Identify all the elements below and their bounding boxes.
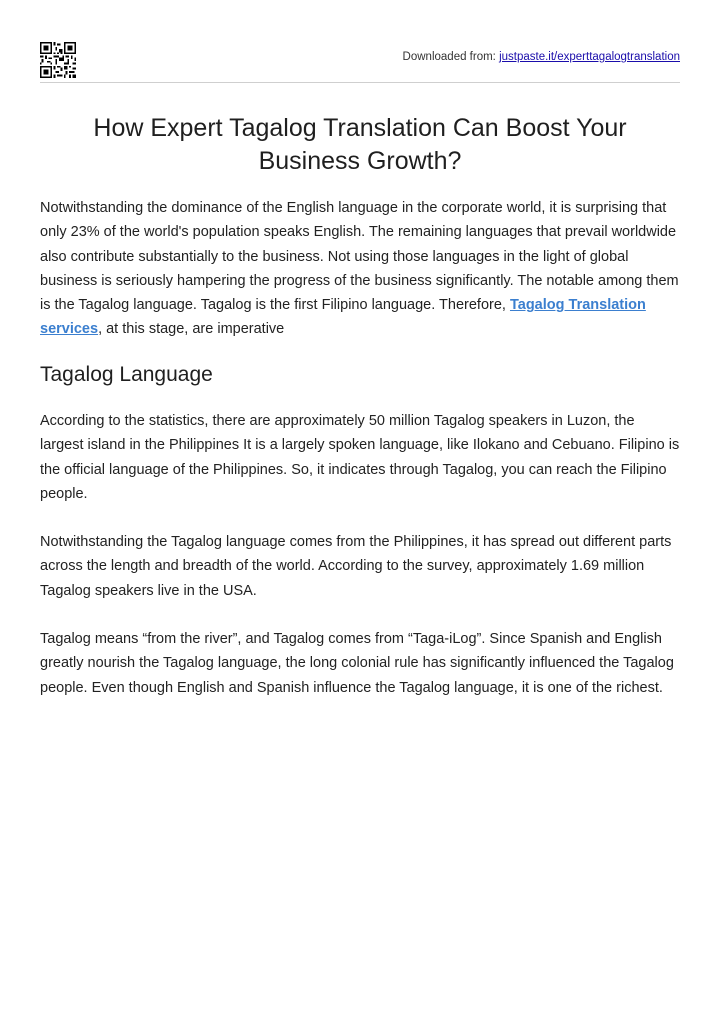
- download-source: [403, 51, 680, 63]
- statistics-paragraph: According to the statistics, there are approximately 50 million Tagalog speakers in Luzon, the largest island in the Philippines It is a largely spoken language, like Ilokano and Cebuano. Filipino is the official language of the Philippines. So, it indicates through Tagalog, you can reach the Filipino people.: [40, 413, 680, 502]
- spread-paragraph: Notwithstanding the Tagalog language comes from the Philippines, it has spread out different parts across the length and breadth of the world. According to the survey, approximately 1.69 million Tagalog speakers live in the USA.: [40, 534, 672, 599]
- tagalog-translation-link[interactable]: Tagalog Translation services: [40, 297, 646, 338]
- source-link[interactable]: justpaste.it/experttagalogtranslation: [499, 51, 680, 63]
- intro-paragraph: [40, 196, 682, 342]
- qr-code-icon: [40, 42, 76, 78]
- etymology-paragraph: Tagalog means “from the river”, and Tagalog comes from “Taga-iLog”. Since Spanish and English greatly nourish the Tagalog language, the long colonial rule has significantly influenced the Tagalog people. Even though English and Spanish influence the Tagalog language, it is one of the richest.: [40, 631, 674, 696]
- downloaded-label: Downloaded from:: [402, 51, 500, 63]
- intro-text-after-link: , at this stage, are imperative: [98, 321, 285, 338]
- intro-text-before-link: Notwithstanding the dominance of the English language in the corporate world, it is surprising that only 23% of the world's population speaks English. The remaining languages that prevail worldwide also contribute substantially to the business. Not using those languages in the light of global business is seriously hampering the progress of the business significantly. The notable among them is the Tagalog language. Tagalog is the first Filipino language. Therefore,: [40, 200, 679, 314]
- section-heading: Tagalog Language: [40, 363, 213, 386]
- page-header: [40, 42, 680, 83]
- page-title: How Expert Tagalog Translation Can Boost Your Business Growth?: [93, 114, 627, 175]
